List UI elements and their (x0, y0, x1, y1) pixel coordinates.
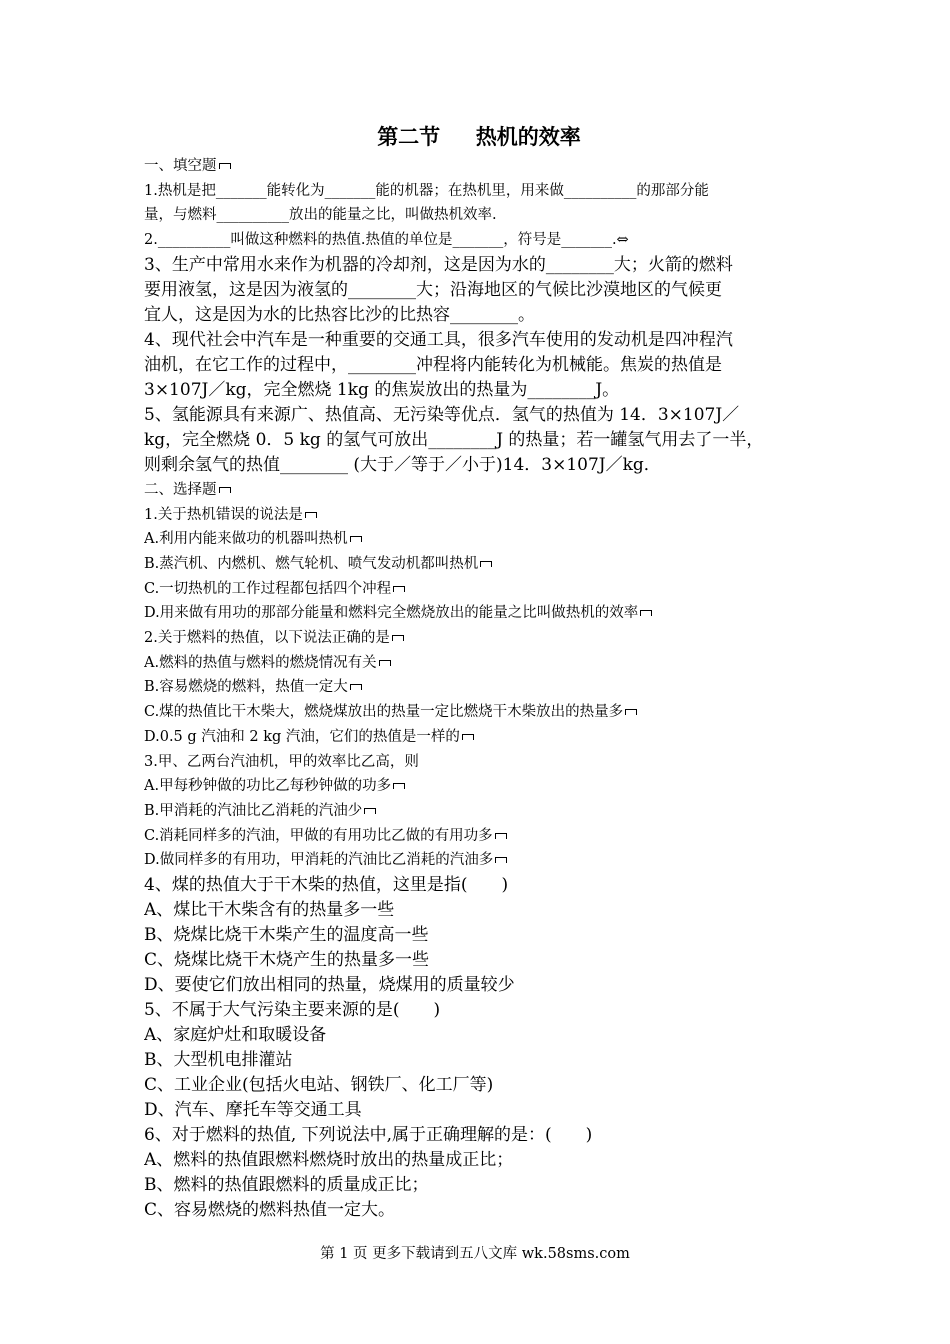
text-line (144, 948, 814, 973)
paragraph-mark-icon (625, 709, 637, 715)
text-line (144, 1073, 814, 1098)
line-text: B、烧煤比烧干木柴产生的温度高一些 (144, 925, 429, 946)
text-line (144, 651, 814, 676)
paragraph-mark-icon (379, 660, 391, 666)
text-line (144, 228, 814, 253)
line-text: A、燃料的热值跟燃料燃烧时放出的热量成正比； (144, 1150, 514, 1171)
line-text: 3.甲、乙两台汽油机，甲的效率比乙高，则 (144, 753, 419, 770)
line-text: kg，完全燃烧 0．5 kg 的氢气可放出________J 的热量；若一罐氢气用去了一半， (144, 429, 764, 450)
text-line (144, 428, 814, 453)
line-text: D.0.5 g 汽油和 2 kg 汽油，它们的热值是一样的 (144, 728, 460, 745)
line-text: 1.关于热机错误的说法是 (144, 506, 303, 523)
line-text: 4、煤的热值大于干木柴的热值，这里是指( ) (144, 875, 509, 896)
paragraph-mark-icon (219, 163, 231, 169)
text-line (144, 253, 814, 278)
line-text: D.做同样多的有用功，甲消耗的汽油比乙消耗的汽油多 (144, 852, 494, 869)
text-line (144, 328, 814, 353)
paragraph-mark-icon (350, 536, 362, 542)
line-text: 1.热机是把_______能转化为_______能的机器；在热机里，用来做__________的那部分能 (144, 182, 709, 199)
paragraph-mark-icon (462, 734, 474, 740)
text-line (144, 453, 814, 478)
text-lines (144, 154, 814, 1223)
line-text: C、烧煤比烧干木烧产生的热量多一些 (144, 950, 430, 971)
line-text: 要用液氢，这是因为液氢的________大；沿海地区的气候比沙漠地区的气候更 (144, 279, 722, 300)
line-text: C、容易燃烧的燃料热值一定大。 (144, 1200, 396, 1221)
text-line (144, 923, 814, 948)
line-text: 3×107J／kg，完全燃烧 1kg 的焦炭放出的热量为________J。 (144, 379, 620, 400)
line-text: C、工业企业(包括火电站、钢铁厂、化工厂等) (144, 1075, 494, 1096)
page-title: 第二节 热机的效率 (377, 125, 581, 149)
text-line (144, 774, 814, 799)
line-text: B.容易燃烧的燃料，热值一定大 (144, 679, 348, 696)
line-text: 则剩余氢气的热值________ (大于／等于／小于)14．3×107J／kg． (144, 454, 661, 475)
line-text: 2.关于燃料的热值，以下说法正确的是 (144, 630, 390, 647)
text-line (144, 898, 814, 923)
text-line (144, 601, 814, 626)
text-line (144, 1098, 814, 1123)
text-line (144, 577, 814, 602)
paragraph-mark-icon (364, 808, 376, 814)
line-text: 量，与燃料__________放出的能量之比，叫做热机效率. (144, 207, 497, 224)
text-line (144, 675, 814, 700)
paragraph-mark-icon (350, 684, 362, 690)
line-text: D、要使它们放出相同的热量，烧煤用的质量较少 (144, 975, 515, 996)
text-line (144, 750, 814, 775)
paragraph-mark-icon (393, 586, 405, 592)
text-line (144, 848, 814, 873)
text-line (144, 552, 814, 577)
text-line (144, 873, 814, 898)
line-text: 2.__________叫做这种燃料的热值.热值的单位是_______，符号是_______.⇔ (144, 232, 629, 249)
line-text: D.用来做有用功的那部分能量和燃料完全燃烧放出的能量之比叫做热机的效率 (144, 605, 639, 622)
line-text: A.燃料的热值与燃料的燃烧情况有关 (144, 654, 377, 671)
paragraph-mark-icon (392, 635, 404, 641)
text-line (144, 154, 814, 179)
text-line (144, 527, 814, 552)
text-line (144, 403, 814, 428)
line-text: 4、现代社会中汽车是一种重要的交通工具，很多汽车使用的发动机是四冲程汽 (144, 329, 733, 350)
text-line (144, 303, 814, 328)
paragraph-mark-icon (305, 512, 317, 518)
text-line (144, 824, 814, 849)
text-line (144, 353, 814, 378)
paragraph-mark-icon (495, 857, 507, 863)
paragraph-mark-icon (393, 783, 405, 789)
paragraph-mark-icon (219, 487, 231, 493)
text-line (144, 503, 814, 528)
paragraph-mark-icon (640, 610, 652, 616)
line-text: A、家庭炉灶和取暖设备 (144, 1025, 327, 1046)
line-text: B、大型机电排灌站 (144, 1050, 293, 1071)
text-line (144, 998, 814, 1023)
line-text: 5、不属于大气污染主要来源的是( ) (144, 1000, 441, 1021)
line-text: 6、对于燃料的热值, 下列说法中,属于正确理解的是：( ) (144, 1125, 593, 1146)
text-line (144, 1173, 814, 1198)
line-text: 5、氢能源具有来源广、热值高、无污染等优点．氢气的热值为 14．3×107J／ (144, 404, 740, 425)
line-text: 二、选择题 (144, 481, 217, 498)
text-line (144, 278, 814, 303)
line-text: 3、生产中常用水来作为机器的冷却剂，这是因为水的________大；火箭的燃料 (144, 254, 733, 275)
line-text: A、煤比干木柴含有的热量多一些 (144, 900, 395, 921)
text-line (144, 725, 814, 750)
line-text: B、燃料的热值跟燃料的质量成正比； (144, 1175, 429, 1196)
text-line (144, 700, 814, 725)
line-text: 油机，在它工作的过程中，________冲程将内能转化为机械能。焦炭的热值是 (144, 354, 722, 375)
line-text: 一、填空题 (144, 158, 217, 174)
text-line (144, 1123, 814, 1148)
text-line (144, 478, 814, 503)
line-text: B.蒸汽机、内燃机、燃气轮机、喷气发动机都叫热机 (144, 555, 479, 572)
line-text: 宜人，这是因为水的比热容比沙的比热容________。 (144, 304, 535, 325)
line-text: D、汽车、摩托车等交通工具 (144, 1100, 362, 1121)
line-text: C.消耗同样多的汽油，甲做的有用功比乙做的有用功多 (144, 827, 493, 844)
text-line (144, 626, 814, 651)
text-line (144, 1198, 814, 1223)
text-line (144, 973, 814, 998)
text-line (144, 378, 814, 403)
text-line (144, 1148, 814, 1173)
line-text: C.煤的热值比干木柴大，燃烧煤放出的热量一定比燃烧干木柴放出的热量多 (144, 704, 624, 721)
page-footer: 第 1 页 更多下载请到五八文库 wk.58sms.com (320, 1246, 630, 1262)
text-line (144, 179, 814, 204)
line-text: B.甲消耗的汽油比乙消耗的汽油少 (144, 802, 363, 819)
text-line (144, 799, 814, 824)
paragraph-mark-icon (480, 561, 492, 567)
text-line (144, 1023, 814, 1048)
text-line (144, 203, 814, 228)
paragraph-mark-icon (495, 833, 507, 839)
line-text: A.利用内能来做功的机器叫热机 (144, 531, 348, 548)
document-body (144, 122, 814, 1223)
line-text: A.甲每秒钟做的功比乙每秒钟做的功多 (144, 778, 392, 795)
line-text: C.一切热机的工作过程都包括四个冲程 (144, 580, 392, 597)
text-line (144, 1048, 814, 1073)
